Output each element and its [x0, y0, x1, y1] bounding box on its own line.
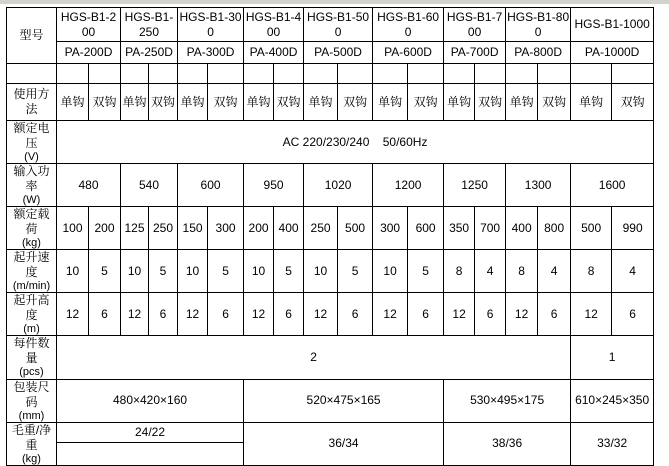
spacer-cell	[57, 64, 89, 84]
speed-row-label-unit: (m/min)	[12, 280, 51, 293]
speed-value-cell: 10	[121, 250, 149, 293]
model-row	[7, 8, 654, 42]
power-row-label	[7, 164, 57, 207]
load-value-cell: 500	[338, 207, 373, 250]
window-top-edge	[0, 0, 669, 4]
weight-row-label-unit: (kg)	[22, 452, 41, 465]
lift-height-value-cell: 12	[244, 293, 274, 336]
lift-height-row-label-text: 起升高度	[13, 293, 50, 323]
hook-single-cell: 单钩	[506, 84, 538, 121]
model-cell: HGS-B1-600	[373, 8, 444, 42]
speed-value-cell: 10	[178, 250, 208, 293]
model-cell: HGS-B1-1000	[571, 8, 654, 42]
speed-value-cell: 5	[408, 250, 444, 293]
spacer-cell	[408, 64, 444, 84]
packing-value-cell: 530×495×175	[444, 379, 571, 422]
voltage-row	[7, 121, 654, 164]
model-row-label: 型号	[7, 8, 57, 64]
spacer-cell	[373, 64, 408, 84]
weight-row-label	[7, 422, 57, 465]
spacer-cell	[89, 64, 121, 84]
pa-code-cell: PA-600D	[373, 42, 444, 64]
packing-row-label-text: 包装尺码	[13, 379, 50, 409]
load-value-cell: 300	[373, 207, 408, 250]
hook-single-cell: 单钩	[444, 84, 475, 121]
spacer-cell	[178, 64, 208, 84]
lift-height-value-cell: 6	[89, 293, 121, 336]
hook-single-cell: 单钩	[571, 84, 612, 121]
hook-double-cell: 双钩	[338, 84, 373, 121]
speed-value-cell: 8	[506, 250, 538, 293]
lift-height-value-cell: 6	[274, 293, 304, 336]
load-value-cell: 100	[57, 207, 89, 250]
load-value-cell: 150	[178, 207, 208, 250]
load-value-cell: 350	[444, 207, 475, 250]
lift-height-value-cell: 12	[178, 293, 208, 336]
pa-code-cell: PA-250D	[121, 42, 178, 64]
speed-row-label	[7, 250, 57, 293]
power-value-cell: 1200	[373, 164, 444, 207]
load-row-label-text: 额定载荷	[13, 207, 50, 237]
weight-value-cell: 36/34	[244, 422, 444, 465]
speed-value-cell: 8	[571, 250, 612, 293]
packing-value-cell: 610×245×350	[571, 379, 654, 422]
hook-double-cell: 双钩	[538, 84, 571, 121]
lift-height-value-cell: 6	[338, 293, 373, 336]
pa-code-cell: PA-400D	[244, 42, 304, 64]
lift-height-value-cell: 12	[444, 293, 475, 336]
pa-code-cell: PA-800D	[506, 42, 571, 64]
power-row-label-text: 输入功率	[13, 164, 50, 194]
spacer-cell	[149, 64, 178, 84]
power-value-cell: 1300	[506, 164, 571, 207]
spacer-cell	[571, 64, 612, 84]
pa-code-row	[7, 42, 654, 64]
load-row-label-unit: (kg)	[22, 237, 41, 250]
model-cell: HGS-B1-400	[244, 8, 304, 42]
hook-double-cell: 双钩	[208, 84, 244, 121]
hook-double-cell: 双钩	[89, 84, 121, 121]
hook-single-cell: 单钩	[57, 84, 89, 121]
load-value-cell: 200	[89, 207, 121, 250]
hook-single-cell: 单钩	[304, 84, 338, 121]
load-value-cell: 800	[538, 207, 571, 250]
speed-row-label-text: 起升速度	[13, 250, 50, 280]
hook-double-cell: 双钩	[612, 84, 654, 121]
speed-value-cell: 8	[444, 250, 475, 293]
weight-row-label-text: 毛重/净重	[11, 422, 52, 452]
hook-double-cell: 双钩	[408, 84, 444, 121]
load-value-cell: 250	[304, 207, 338, 250]
speed-value-cell: 4	[475, 250, 506, 293]
lift-height-row	[7, 293, 654, 336]
lift-height-value-cell: 6	[612, 293, 654, 336]
spacer-cell	[208, 64, 244, 84]
lift-height-row-label-unit: (m)	[23, 323, 40, 336]
weight-value-cell: 24/22	[57, 422, 244, 442]
model-cell: HGS-B1-500	[304, 8, 373, 42]
load-value-cell: 250	[149, 207, 178, 250]
speed-value-cell: 4	[538, 250, 571, 293]
load-value-cell: 400	[506, 207, 538, 250]
hook-single-cell: 单钩	[373, 84, 408, 121]
power-value-cell: 480	[57, 164, 121, 207]
qty-value-cell: 2	[57, 336, 571, 379]
voltage-value-cell: AC 220/230/240 50/60Hz	[57, 121, 654, 164]
load-value-cell: 600	[408, 207, 444, 250]
load-value-cell: 200	[244, 207, 274, 250]
spacer-cell	[506, 64, 538, 84]
lift-height-row-label	[7, 293, 57, 336]
model-cell: HGS-B1-200	[57, 8, 121, 42]
lift-height-value-cell: 12	[304, 293, 338, 336]
voltage-row-label-text: 额定电压	[13, 121, 50, 150]
qty-row	[7, 336, 654, 379]
lift-height-value-cell: 6	[408, 293, 444, 336]
qty-row-label-unit: (pcs)	[19, 366, 44, 379]
lift-height-value-cell: 12	[57, 293, 89, 336]
speed-value-cell: 10	[304, 250, 338, 293]
packing-row	[7, 379, 654, 422]
packing-row-label-unit: (mm)	[18, 409, 45, 422]
model-cell: HGS-B1-700	[444, 8, 506, 42]
model-cell: HGS-B1-800	[506, 8, 571, 42]
hook-double-cell: 双钩	[149, 84, 178, 121]
weight-row	[7, 422, 654, 442]
weight-value-cell: 33/32	[571, 422, 654, 465]
speed-value-cell: 5	[149, 250, 178, 293]
hook-single-cell: 单钩	[178, 84, 208, 121]
usage-row	[7, 84, 654, 121]
qty-row-label	[7, 336, 57, 379]
power-row	[7, 164, 654, 207]
model-cell: HGS-B1-250	[121, 8, 178, 42]
spacer-row	[7, 64, 654, 84]
packing-row-label	[7, 379, 57, 422]
pa-code-cell: PA-300D	[178, 42, 244, 64]
speed-value-cell: 5	[338, 250, 373, 293]
load-row	[7, 207, 654, 250]
lift-height-value-cell: 6	[538, 293, 571, 336]
spacer-cell	[244, 64, 274, 84]
weight-value-cell: 38/36	[444, 422, 571, 465]
voltage-row-label-unit: (V)	[24, 151, 39, 163]
spacer-cell	[538, 64, 571, 84]
speed-value-cell: 5	[274, 250, 304, 293]
speed-value-cell: 5	[208, 250, 244, 293]
power-value-cell: 1020	[304, 164, 373, 207]
speed-value-cell: 4	[612, 250, 654, 293]
load-value-cell: 500	[571, 207, 612, 250]
power-value-cell: 950	[244, 164, 304, 207]
power-value-cell: 600	[178, 164, 244, 207]
spacer-cell	[338, 64, 373, 84]
hook-double-cell: 双钩	[274, 84, 304, 121]
voltage-row-label	[7, 121, 57, 164]
speed-value-cell: 5	[89, 250, 121, 293]
pa-code-cell: PA-700D	[444, 42, 506, 64]
power-value-cell: 1250	[444, 164, 506, 207]
lift-height-value-cell: 12	[571, 293, 612, 336]
load-value-cell: 400	[274, 207, 304, 250]
hook-single-cell: 单钩	[121, 84, 149, 121]
spec-table-body	[7, 8, 654, 466]
power-row-label-unit: (W)	[22, 194, 41, 207]
load-value-cell: 990	[612, 207, 654, 250]
speed-value-cell: 10	[373, 250, 408, 293]
spacer-cell	[444, 64, 475, 84]
speed-value-cell: 10	[57, 250, 89, 293]
speed-row	[7, 250, 654, 293]
lift-height-value-cell: 6	[475, 293, 506, 336]
pa-code-cell: PA-1000D	[571, 42, 654, 64]
spacer-cell	[612, 64, 654, 84]
lift-height-value-cell: 6	[149, 293, 178, 336]
packing-value-cell: 480×420×160	[57, 379, 244, 422]
packing-value-cell: 520×475×165	[244, 379, 444, 422]
spacer-cell	[304, 64, 338, 84]
qty-row-label-text: 每件数量	[13, 336, 50, 366]
pa-code-cell: PA-500D	[304, 42, 373, 64]
spacer-cell	[475, 64, 506, 84]
power-value-cell: 1600	[571, 164, 654, 207]
lift-height-value-cell: 12	[121, 293, 149, 336]
lift-height-value-cell: 12	[373, 293, 408, 336]
spacer-cell	[121, 64, 149, 84]
load-value-cell: 700	[475, 207, 506, 250]
weight-empty-cell	[57, 443, 244, 466]
speed-value-cell: 10	[244, 250, 274, 293]
load-value-cell: 300	[208, 207, 244, 250]
spacer-cell	[274, 64, 304, 84]
lift-height-value-cell: 6	[208, 293, 244, 336]
hook-double-cell: 双钩	[475, 84, 506, 121]
usage-row-label: 使用方法	[7, 84, 57, 121]
pa-code-cell: PA-200D	[57, 42, 121, 64]
load-row-label	[7, 207, 57, 250]
hook-single-cell: 单钩	[244, 84, 274, 121]
power-value-cell: 540	[121, 164, 178, 207]
lift-height-value-cell: 12	[506, 293, 538, 336]
spacer-label-cell	[7, 64, 57, 84]
load-value-cell: 125	[121, 207, 149, 250]
spec-table	[6, 7, 654, 466]
model-cell: HGS-B1-300	[178, 8, 244, 42]
qty-value-cell: 1	[571, 336, 654, 379]
